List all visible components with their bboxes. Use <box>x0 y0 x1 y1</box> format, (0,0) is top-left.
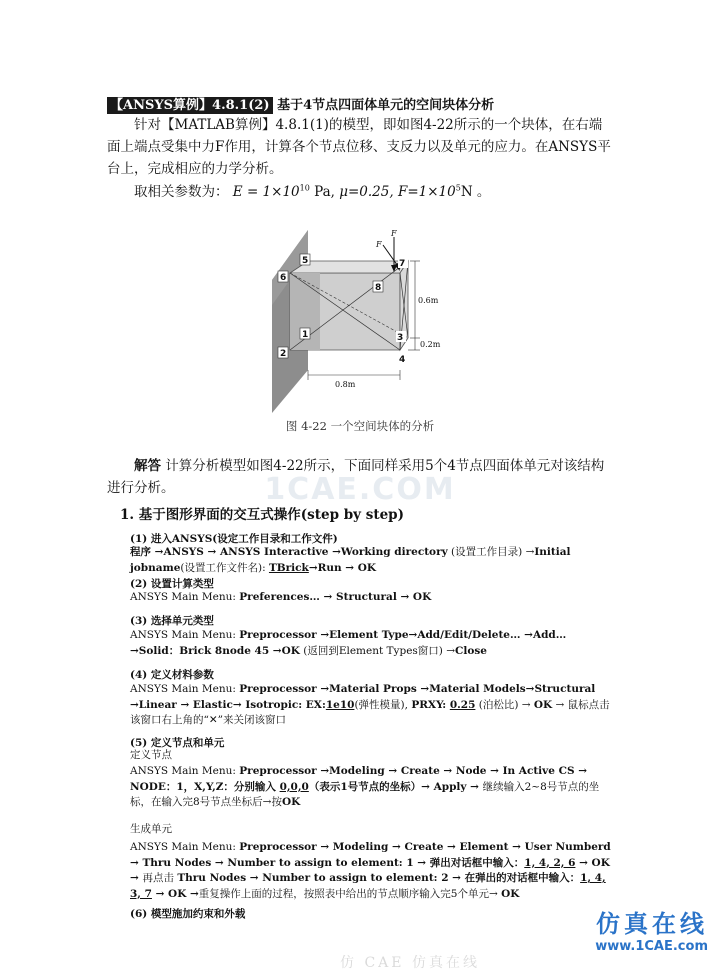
step-5-sub-nodes: 定义节点 <box>130 749 172 761</box>
block-figure <box>260 225 460 415</box>
step-5-sub-elements: 生成单元 <box>130 823 172 835</box>
step-1-title: (1) 进入ANSYS(设定工作目录和工作文件) <box>130 533 338 545</box>
dim-0.2m: 0.2m <box>420 340 441 349</box>
watermark: 1CAE.COM <box>264 472 456 507</box>
dim-0.6m: 0.6m <box>418 296 439 305</box>
bottom-watermark: 仿 CAE 仿真在线 <box>340 955 480 971</box>
node-label-7: 7 <box>399 259 406 269</box>
node-label-5: 5 <box>302 256 309 266</box>
logo-text-en: www.1CAE.com <box>595 939 708 954</box>
force-label-1: F <box>376 240 382 249</box>
step-3-text: ANSYS Main Menu: Preprocessor →Element Type→Add/Edit/Delete… →Add… →Solid：Brick 8node 45 →OK (返回到Element Types窗口) →Close <box>130 629 567 657</box>
example-title <box>107 94 494 113</box>
step-1-text: 程序 →ANSYS → ANSYS Interactive →Working directory (设置工作目录) →Initial jobname(设置工作文件名): TBrick→Run → OK <box>130 546 571 574</box>
node-label-8: 8 <box>375 283 382 293</box>
node-label-3: 3 <box>397 333 404 343</box>
dim-0.8m: 0.8m <box>335 380 356 389</box>
step-2-text: ANSYS Main Menu: Preferences… → Structural → OK <box>130 591 432 603</box>
node-label-6: 6 <box>280 273 287 283</box>
intro-paragraph: 针对【MATLAB算例】4.8.1(1)的模型，即如图4-22所示的一个块体，在右端面上端点受集中力F作用，计算各个节点位移、支反力以及单元的应力。在ANSYS平台上，完成相应的力学分析。 <box>107 117 611 177</box>
example-tag: 【ANSYS算例】4.8.1(2) <box>107 97 273 114</box>
step-2-title: (2) 设置计算类型 <box>130 578 214 590</box>
node-label-2: 2 <box>280 349 287 359</box>
step-5-title: (5) 定义节点和单元 <box>130 737 225 749</box>
step-4-title: (4) 定义材料参数 <box>130 669 214 681</box>
example-title-text: 基于4节点四面体单元的空间块体分析 <box>277 98 495 113</box>
figure-caption: 图 4-22 一个空间块体的分析 <box>285 419 435 433</box>
force-label-2: F <box>391 229 397 238</box>
step-6-title: (6) 模型施加约束和外载 <box>130 908 246 920</box>
logo-text-cn: 仿真在线 <box>596 910 708 938</box>
step-5-element-text: ANSYS Main Menu: Preprocessor → Modeling → Create → Element → User Numberd → Thru Nodes → Number to assign to element: 1 → 弹出对话框中输入：1, 4, 2, 6 → OK → 再点击 Thru Nodes → Number to assign to element: 2 → 在弹出的对话框中输入：1, 4, 3, 7 → OK →重复操作上面的过程，按照表中给出的节点顺序输入完5个单元→ OK <box>130 841 611 900</box>
step-3-title: (3) 选择单元类型 <box>130 615 214 627</box>
site-logo <box>595 904 708 954</box>
step-5-node-text: ANSYS Main Menu: Preprocessor →Modeling → Create → Node → In Active CS → NODE：1，X,Y,Z：分别输入 0,0,0（表示1号节点的坐标）→ Apply → 继续输入2~8号节点的坐标，在输入完8号节点坐标后→按OK <box>130 765 600 808</box>
step-4-text: ANSYS Main Menu: Preprocessor →Material Props →Material Models→Structural →Linear → Elastic→ Isotropic: EX:1e10(弹性模量), PRXY: 0.25 (泊松比) → OK → 鼠标点击该窗口右上角的“✕”来关闭该窗口 <box>130 683 610 726</box>
node-label-1: 1 <box>302 330 309 340</box>
node-label-4: 4 <box>399 355 406 365</box>
solution-paragraph: 解答 计算分析模型如图4-22所示，下面同样采用5个4节点四面体单元对该结构进行分析。 <box>107 458 605 496</box>
parameter-equation: 取相关参数为： $E = 1\times 10^{10}$ Pa, μ=0.25, $F=1\times 10^5N$ 。 <box>134 183 491 200</box>
section-heading-1: 1. 基于图形界面的交互式操作(step by step) <box>120 507 404 523</box>
